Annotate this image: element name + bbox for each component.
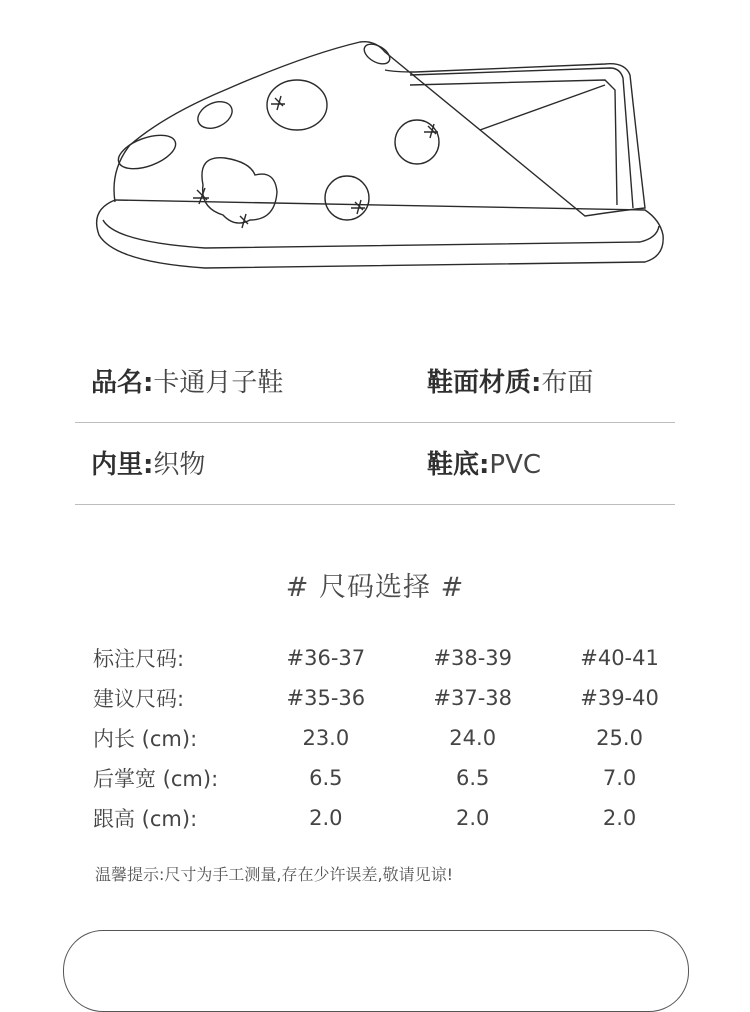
row-label: 后掌宽 (cm): (93, 767, 219, 791)
next-section-card (63, 930, 689, 1012)
spec-value: 布面 (541, 368, 594, 398)
table-cell: #36-37 (286, 646, 366, 670)
table-cell: #39-40 (580, 686, 659, 710)
row-label: 内长 (cm): (93, 727, 198, 751)
measurement-note: 温馨提示:尺寸为手工测量,存在少许误差,敬请见谅! (95, 865, 453, 884)
spec-item-sole (427, 448, 541, 482)
table-cell: 2.0 (455, 806, 490, 830)
size-section-title: # 尺码选择 # (285, 572, 465, 603)
table-cell: #38-39 (433, 646, 512, 670)
table-row (93, 718, 693, 758)
table-cell: 23.0 (302, 726, 350, 750)
table-cell: 7.0 (602, 766, 637, 790)
table-row (93, 678, 693, 718)
table-cell: 25.0 (596, 726, 643, 750)
spec-item-lining (91, 448, 205, 482)
table-row (93, 798, 693, 838)
row-label: 跟高 (cm): (93, 807, 198, 831)
row-label: 建议尺码: (93, 687, 185, 711)
table-cell: 2.0 (602, 806, 637, 830)
shoe-upper (114, 42, 645, 216)
spec-item-upper-material (427, 366, 593, 400)
spec-value: 卡通月子鞋 (153, 368, 284, 398)
row-label: 标注尺码: (93, 647, 185, 671)
table-cell: #37-38 (433, 686, 512, 710)
spec-value: 织物 (153, 450, 206, 480)
table-row (93, 638, 693, 678)
table-cell: #35-36 (286, 686, 366, 710)
size-table (93, 638, 693, 838)
spec-label: 鞋面材质: (427, 368, 542, 398)
spec-label: 内里: (91, 450, 154, 480)
spec-label: 品名: (91, 368, 154, 398)
spec-value: PVC (489, 450, 542, 480)
table-cell: 6.5 (309, 766, 343, 790)
shoe-illustration (85, 30, 675, 280)
spec-label: 鞋底: (427, 450, 490, 480)
table-cell: 6.5 (455, 766, 490, 790)
spec-row-1 (75, 338, 675, 423)
table-cell: 2.0 (309, 806, 343, 830)
spec-item-product-name (91, 366, 283, 400)
table-row (93, 758, 693, 798)
spec-row-2 (75, 420, 675, 505)
table-cell: #40-41 (580, 646, 659, 670)
table-cell: 24.0 (449, 726, 497, 750)
